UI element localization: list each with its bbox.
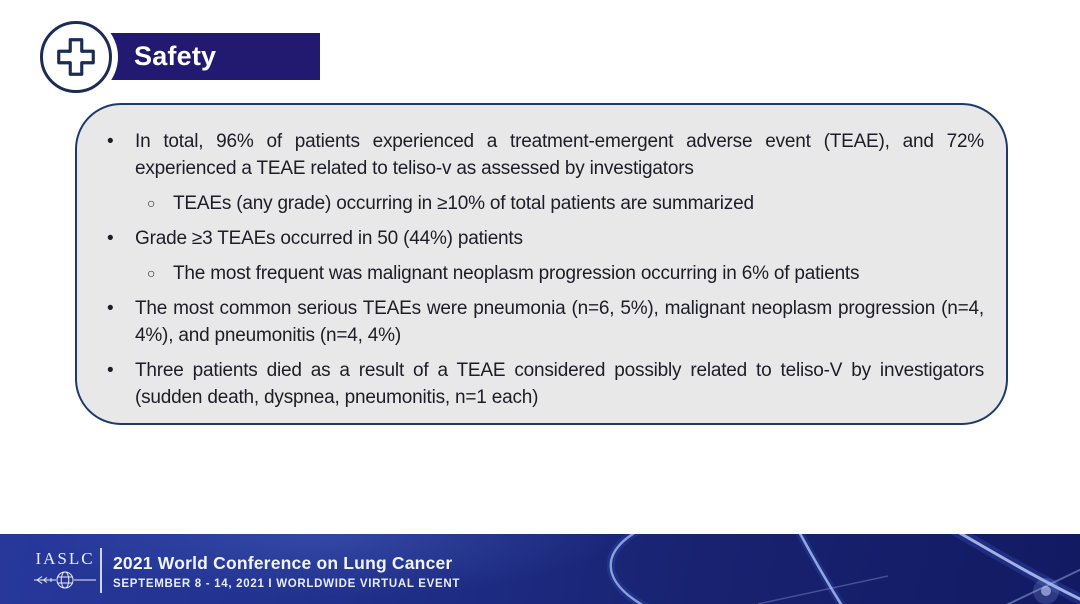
bullet-icon: • (107, 228, 114, 249)
sub-bullet-icon: ○ (147, 265, 156, 281)
bullet-text: Three patients died as a result of a TEAE considered possibly related to teliso-V by investigators (sudden death, dyspnea, pneumonitis, n=1 each) (135, 360, 984, 408)
bullet-item (107, 295, 984, 349)
bullet-icon: • (107, 131, 114, 152)
footer (0, 534, 1080, 604)
sub-bullet-text: The most frequent was malignant neoplasm progression occurring in 6% of patients (173, 263, 860, 284)
iaslc-globe-emblem-icon (34, 570, 96, 590)
sub-bullet-item (147, 190, 984, 217)
bullet-item (107, 225, 984, 252)
bullet-item (107, 128, 984, 182)
sub-bullet-item (147, 260, 984, 287)
content-box (75, 103, 1008, 425)
sub-bullet-text: TEAEs (any grade) occurring in ≥10% of total patients are summarized (173, 193, 754, 214)
medical-cross-icon (40, 21, 112, 93)
bullet-text: In total, 96% of patients experienced a treatment-emergent adverse event (TEAE), and 72% experienced a TEAE related to teliso-v as assessed by investigators (135, 131, 984, 179)
conference-title: 2021 World Conference on Lung Cancer (113, 553, 453, 573)
bullet-item (107, 357, 984, 411)
header-banner (100, 33, 320, 80)
bullet-text: The most common serious TEAEs were pneumonia (n=6, 5%), malignant neoplasm progression (n=4, 4%), and pneumonitis (n=4, 4%) (135, 298, 984, 346)
footer-divider (100, 548, 102, 593)
conference-subtitle: SEPTEMBER 8 - 14, 2021 I WORLDWIDE VIRTUAL EVENT (113, 578, 461, 590)
bullet-icon: • (107, 298, 114, 319)
sub-bullet-icon: ○ (147, 195, 156, 211)
iaslc-logo (34, 549, 96, 595)
bullet-list (107, 128, 984, 411)
bullet-icon: • (107, 360, 114, 381)
iaslc-logo-text: IASLC (35, 549, 95, 568)
page-title: Safety (134, 41, 217, 71)
footer-text-block (113, 553, 460, 590)
medical-cross-glyph (53, 34, 99, 80)
bullet-text: Grade ≥3 TEAEs occurred in 50 (44%) patients (135, 228, 523, 249)
